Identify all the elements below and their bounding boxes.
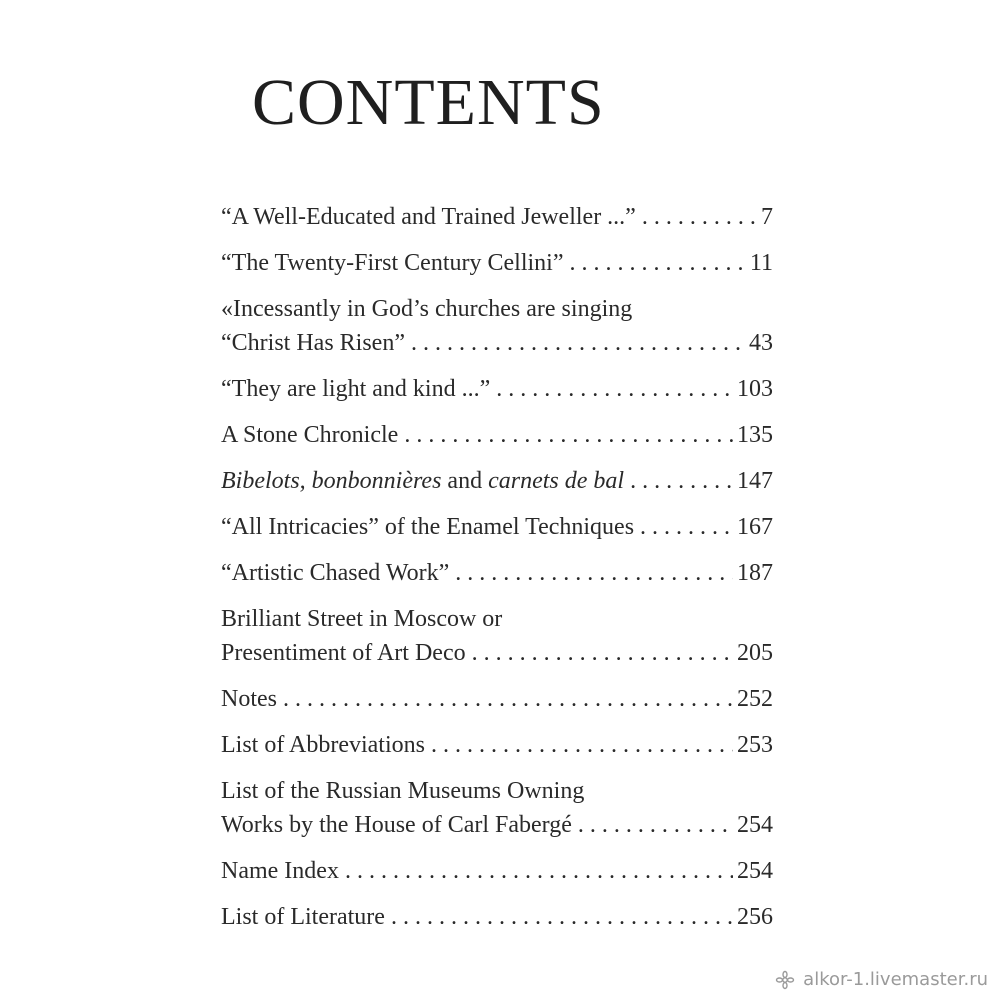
toc-page-number: 254 [737,858,773,884]
toc-entry [221,854,773,888]
dot-leader [572,808,733,842]
toc-page-number: 103 [737,376,773,402]
toc-entry-title: «Incessantly in God’s churches are singing [221,296,633,322]
toc-page-number: 11 [749,250,773,276]
dot-leader [624,464,733,498]
toc-page-number: 135 [737,422,773,448]
toc-entry [221,510,773,544]
toc-line [221,292,773,326]
dot-leader [339,854,733,888]
toc-entry [221,556,773,590]
toc-entry [221,372,773,406]
toc-entry-title: “They are light and kind ...” [221,376,491,402]
toc-page-number: 254 [737,812,773,838]
toc-entry-title-italic: Bibelots, bonbonnières [221,468,442,494]
toc-entry-title: “All Intricacies” of the Enamel Techniques [221,514,635,540]
toc-entry-title: Name Index [221,858,339,884]
toc-page-number: 253 [737,732,773,758]
toc-line [221,636,773,670]
toc-entry-title: “Artistic Chased Work” [221,560,450,586]
flower-logo-icon [775,970,795,990]
toc-entry [221,200,773,234]
toc-line [221,372,773,406]
toc-line [221,808,773,842]
toc-line [221,326,773,360]
dot-leader [405,326,745,360]
toc-line [221,200,773,234]
toc-entry [221,246,773,280]
toc-page-number: 256 [737,904,773,930]
toc-entry [221,728,773,762]
dot-leader [563,246,745,280]
dot-leader [277,682,733,716]
toc-line [221,418,773,452]
toc-entry-title: “A Well-Educated and Trained Jeweller ...” [221,204,636,230]
toc-entry-title: Brilliant Street in Moscow or [221,606,503,632]
toc-page-number: 147 [737,468,773,494]
toc-page-number: 187 [737,560,773,586]
toc-entry-title: List of the Russian Museums Owning [221,778,585,804]
toc-entry-title-cont: “Christ Has Risen” [221,330,405,356]
toc-entry-title: List of Literature [221,904,385,930]
watermark-text: alkor-1.livemaster.ru [803,969,988,990]
toc-line [221,854,773,888]
toc-entry [221,602,773,670]
toc-line [221,682,773,716]
toc-page-number: 252 [737,686,773,712]
dot-leader [385,900,733,934]
toc-page-number: 7 [761,204,773,230]
dot-leader [425,728,733,762]
toc-entry-title: A Stone Chronicle [221,422,399,448]
toc-line [221,246,773,280]
dot-leader [466,636,733,670]
toc-entry [221,900,773,934]
toc-line [221,728,773,762]
toc-entry-title-italic: carnets de bal [488,468,625,494]
toc-entry [221,464,773,498]
watermark [775,969,988,990]
toc-page-number: 205 [737,640,773,666]
dot-leader [398,418,733,452]
toc-line [221,556,773,590]
toc-entry [221,682,773,716]
toc-entry-title: Bibelots, bonbonnières and carnets de bal [221,468,625,494]
dot-leader [490,372,733,406]
toc-page-number: 167 [737,514,773,540]
toc-entry [221,292,773,360]
toc-entry-title-cont: Works by the House of Carl Fabergé [221,812,572,838]
toc-entry-title: “The Twenty-First Century Cellini” [221,250,564,276]
toc-page-number: 43 [749,330,773,356]
page-title: CONTENTS [252,66,605,139]
toc-line [221,602,773,636]
toc-entry-title: List of Abbreviations [221,732,425,758]
dot-leader [634,510,733,544]
dot-leader [449,556,733,590]
toc-entry [221,418,773,452]
toc-entry [221,774,773,842]
toc-line [221,900,773,934]
toc-line [221,774,773,808]
toc-entry-title-cont: Presentiment of Art Deco [221,640,466,666]
toc-line [221,510,773,544]
dot-leader [636,200,757,234]
toc-line [221,464,773,498]
toc-entry-title: Notes [221,686,277,712]
